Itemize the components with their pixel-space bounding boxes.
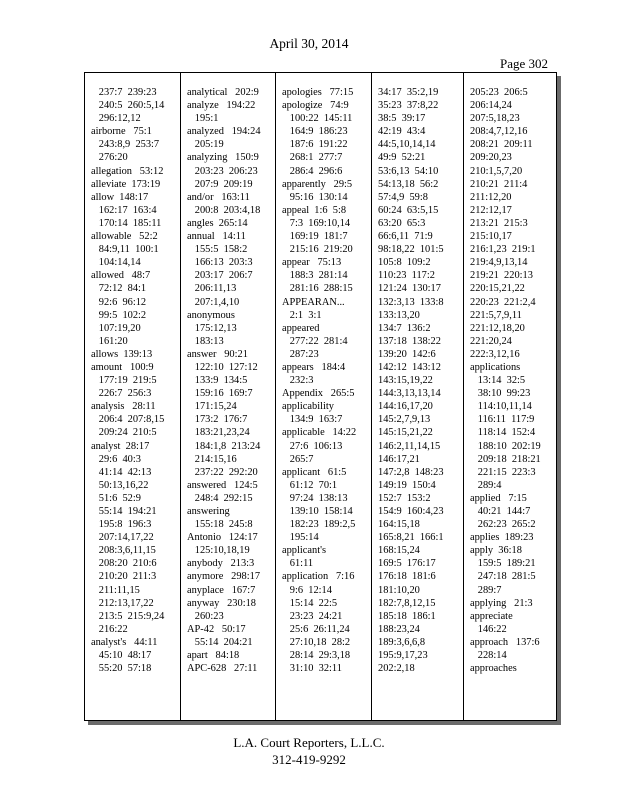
index-line: approaches bbox=[470, 663, 517, 675]
index-line: 145:2,7,9,13 bbox=[378, 414, 431, 426]
index-line: 104:14,14 bbox=[91, 257, 141, 269]
index-line: 168:15,24 bbox=[378, 545, 420, 557]
index-line: analyst 28:17 bbox=[91, 440, 150, 452]
index-line: 146:22 bbox=[470, 623, 507, 635]
index-line: 208:3,6,11,15 bbox=[91, 545, 156, 557]
index-line: 149:19 150:4 bbox=[378, 479, 436, 491]
index-line: 63:20 65:3 bbox=[378, 217, 426, 229]
index-line: 213:5 215:9,24 bbox=[91, 610, 165, 622]
index-line: 35:23 37:8,22 bbox=[378, 100, 439, 112]
index-line: analytical 202:9 bbox=[187, 87, 259, 98]
index-column-4 bbox=[371, 73, 463, 720]
index-line: 137:18 138:22 bbox=[378, 335, 441, 347]
index-line: 228:14 bbox=[470, 650, 507, 662]
index-line: 146:2,11,14,15 bbox=[378, 440, 441, 452]
index-line: 133:9 134:5 bbox=[187, 375, 248, 387]
index-line: APC-628 27:11 bbox=[187, 663, 258, 675]
index-line: 2:1 3:1 bbox=[282, 309, 322, 321]
index-line: 248:4 292:15 bbox=[187, 492, 253, 504]
index-line: analyze 194:22 bbox=[187, 100, 256, 112]
index-line: 155:5 158:2 bbox=[187, 244, 248, 256]
index-line: 195:1 bbox=[187, 113, 219, 125]
index-line: allows 139:13 bbox=[91, 348, 153, 360]
index-line: 170:14 185:11 bbox=[91, 217, 162, 229]
index-line: 72:12 84:1 bbox=[91, 283, 147, 295]
index-line: 133:13,20 bbox=[378, 309, 420, 321]
index-line: 207:9 209:19 bbox=[187, 178, 253, 190]
index-line: AP-42 50:17 bbox=[187, 623, 246, 635]
index-line: 95:16 130:14 bbox=[282, 191, 348, 203]
index-line: 210:1,5,7,20 bbox=[470, 165, 523, 177]
index-line: 207:14,17,22 bbox=[91, 532, 154, 544]
index-line: 107:19,20 bbox=[91, 322, 141, 334]
page-number: Page 302 bbox=[499, 56, 548, 71]
index-line: 164:9 186:23 bbox=[282, 126, 348, 138]
index-line: 184:1,8 213:24 bbox=[187, 440, 261, 452]
index-line: 100:22 145:11 bbox=[282, 113, 353, 125]
index-line: 50:13,16,22 bbox=[91, 479, 149, 491]
index-line: 240:5 260:5,14 bbox=[91, 100, 165, 112]
index-line: 49:9 52:21 bbox=[378, 152, 426, 164]
index-line: 125:10,18,19 bbox=[187, 545, 250, 557]
index-line: 31:10 32:11 bbox=[282, 663, 342, 675]
index-line: 182:7,8,12,15 bbox=[378, 597, 436, 609]
index-column-5 bbox=[463, 73, 556, 720]
index-line: 177:19 219:5 bbox=[91, 375, 157, 387]
index-line: answering bbox=[187, 506, 230, 517]
index-line: 185:18 186:1 bbox=[378, 610, 436, 622]
index-line: 237:7 239:23 bbox=[91, 87, 157, 98]
index-line: analysis 28:11 bbox=[91, 401, 156, 413]
index-line: 208:21 209:11 bbox=[470, 139, 533, 151]
footer-phone: 312-419-9292 bbox=[272, 752, 346, 767]
index-line: apply 36:18 bbox=[470, 545, 522, 557]
index-line: Appendix 265:5 bbox=[282, 388, 355, 400]
index-line: 27:10,18 28:2 bbox=[282, 636, 351, 648]
index-columns bbox=[85, 73, 556, 720]
index-line: 97:24 138:13 bbox=[282, 492, 348, 504]
index-line: 232:3 bbox=[282, 375, 314, 387]
index-line: 118:14 152:4 bbox=[470, 427, 536, 439]
index-line: 134:9 163:7 bbox=[282, 414, 343, 426]
index-line: appreciate bbox=[470, 610, 513, 622]
index-line: answered 124:5 bbox=[187, 479, 258, 491]
index-line: 189:3,6,6,8 bbox=[378, 636, 426, 648]
index-line: 183:13 bbox=[187, 335, 224, 347]
index-line: 226:7 256:3 bbox=[91, 388, 152, 400]
index-column-3 bbox=[275, 73, 371, 720]
index-line: 105:8 109:2 bbox=[378, 257, 431, 269]
index-line: 219:4,9,13,14 bbox=[470, 257, 528, 269]
index-line: 159:5 189:21 bbox=[470, 558, 536, 570]
index-line: applied 7:15 bbox=[470, 492, 527, 504]
index-line: 99:5 102:2 bbox=[91, 309, 147, 321]
index-line: 146:17,21 bbox=[378, 453, 420, 465]
index-line: anyplace 167:7 bbox=[187, 584, 256, 596]
index-line: 121:24 130:17 bbox=[378, 283, 441, 295]
index-line: angles 265:14 bbox=[187, 217, 248, 229]
index-line: allowable 52:2 bbox=[91, 231, 158, 243]
index-line: 144:3,13,13,14 bbox=[378, 388, 441, 400]
index-line: 159:16 169:7 bbox=[187, 388, 253, 400]
index-line: 41:14 42:13 bbox=[91, 466, 152, 478]
index-line: 200:8 203:4,18 bbox=[187, 204, 261, 216]
index-line: 212:13,17,22 bbox=[91, 597, 154, 609]
index-line: 9:6 12:14 bbox=[282, 584, 332, 596]
index-line: 116:11 117:9 bbox=[470, 414, 535, 426]
index-line: appeared bbox=[282, 322, 320, 334]
index-line: 287:23 bbox=[282, 348, 319, 360]
index-line: 182:23 189:2,5 bbox=[282, 519, 356, 531]
index-line: 243:8,9 253:7 bbox=[91, 139, 160, 151]
index-line: 207:5,18,23 bbox=[470, 113, 520, 125]
index-line: 188:10 202:19 bbox=[470, 440, 541, 452]
index-line: 183:21,23,24 bbox=[187, 427, 250, 439]
index-line: Antonio 124:17 bbox=[187, 532, 258, 544]
index-line: 29:6 40:3 bbox=[91, 453, 141, 465]
index-line: and/or 163:11 bbox=[187, 191, 250, 203]
index-line: 55:14 194:21 bbox=[91, 506, 157, 517]
index-line: 203:23 206:23 bbox=[187, 165, 258, 177]
index-line: 195:14 bbox=[282, 532, 319, 544]
index-line: alleviate 173:19 bbox=[91, 178, 161, 190]
index-line: 237:22 292:20 bbox=[187, 466, 258, 478]
index-line: 209:24 210:5 bbox=[91, 427, 157, 439]
index-line: 215:16 219:20 bbox=[282, 244, 353, 256]
index-line: apologize 74:9 bbox=[282, 100, 349, 112]
index-line: 222:3,12,16 bbox=[470, 348, 520, 360]
index-line: 203:17 206:7 bbox=[187, 270, 253, 282]
index-line: 134:7 136:2 bbox=[378, 322, 431, 334]
index-line: 61:12 70:1 bbox=[282, 479, 338, 491]
index-line: 55:14 204:21 bbox=[187, 636, 253, 648]
index-column-1 bbox=[85, 73, 180, 720]
index-line: applicability bbox=[282, 401, 334, 413]
index-line: 210:21 211:4 bbox=[470, 178, 528, 190]
transcript-date: April 30, 2014 bbox=[269, 36, 349, 51]
index-line: 54:13,18 56:2 bbox=[378, 178, 439, 190]
index-line: approach 137:6 bbox=[470, 636, 540, 648]
index-line: answer 90:21 bbox=[187, 348, 248, 360]
index-line: 262:23 265:2 bbox=[470, 519, 536, 531]
index-line: 7:3 169:10,14 bbox=[282, 217, 351, 229]
index-line: 27:6 106:13 bbox=[282, 440, 343, 452]
index-line: appeal 1:6 5:8 bbox=[282, 204, 347, 216]
index-line: 208:20 210:6 bbox=[91, 558, 157, 570]
index-line: 51:6 52:9 bbox=[91, 492, 141, 504]
index-line: 221:20,24 bbox=[470, 335, 512, 347]
index-line: 277:22 281:4 bbox=[282, 335, 348, 347]
index-line: 265:7 bbox=[282, 453, 314, 465]
index-line: analyzing 150:9 bbox=[187, 152, 259, 164]
index-line: 132:3,13 133:8 bbox=[378, 296, 444, 308]
index-line: anymore 298:17 bbox=[187, 571, 261, 583]
index-line: 175:12,13 bbox=[187, 322, 237, 334]
index-line: appear 75:13 bbox=[282, 257, 342, 269]
index-line: 15:14 22:5 bbox=[282, 597, 338, 609]
index-line: 205:23 206:5 bbox=[470, 87, 528, 98]
index-line: 84:9,11 100:1 bbox=[91, 244, 159, 256]
index-line: 220:23 221:2,4 bbox=[470, 296, 536, 308]
index-line: 219:21 220:13 bbox=[470, 270, 533, 282]
index-line: 211:11,15 bbox=[91, 584, 140, 596]
index-line: 144:16,17,20 bbox=[378, 401, 433, 413]
index-line: 92:6 96:12 bbox=[91, 296, 147, 308]
index-line: 206:14,24 bbox=[470, 100, 512, 112]
index-line: 110:23 117:2 bbox=[378, 270, 435, 282]
index-line: anonymous bbox=[187, 309, 235, 321]
index-line: amount 100:9 bbox=[91, 361, 154, 373]
index-line: 171:15,24 bbox=[187, 401, 237, 413]
index-line: 142:12 143:12 bbox=[378, 361, 441, 373]
index-line: 23:23 24:21 bbox=[282, 610, 343, 622]
index-line: 214:15,16 bbox=[187, 453, 237, 465]
index-line: 289:4 bbox=[470, 479, 502, 491]
index-line: 215:10,17 bbox=[470, 231, 512, 243]
index-line: 114:10,11,14 bbox=[470, 401, 532, 413]
index-line: 152:7 153:2 bbox=[378, 492, 431, 504]
index-line: 44:5,10,14,14 bbox=[378, 139, 436, 151]
index-line: 55:20 57:18 bbox=[91, 663, 152, 675]
index-line: 216:1,23 219:1 bbox=[470, 244, 536, 256]
index-line: apparently 29:5 bbox=[282, 178, 353, 190]
index-line: 216:22 bbox=[91, 623, 128, 635]
index-line: 209:20,23 bbox=[470, 152, 512, 164]
index-line: 60:24 63:5,15 bbox=[378, 204, 439, 216]
index-line: 276:20 bbox=[91, 152, 128, 164]
index-line: 34:17 35:2,19 bbox=[378, 87, 439, 98]
index-line: 45:10 48:17 bbox=[91, 650, 152, 662]
index-line: 188:3 281:14 bbox=[282, 270, 348, 282]
index-line: 166:13 203:3 bbox=[187, 257, 253, 269]
index-line: 268:1 277:7 bbox=[282, 152, 343, 164]
index-frame bbox=[84, 72, 557, 721]
index-line: 206:4 207:8,15 bbox=[91, 414, 165, 426]
index-line: 66:6,11 71:9 bbox=[378, 231, 433, 243]
index-line: 221:15 223:3 bbox=[470, 466, 536, 478]
index-line: 155:18 245:8 bbox=[187, 519, 253, 531]
index-line: 28:14 29:3,18 bbox=[282, 650, 351, 662]
index-line: applies 189:23 bbox=[470, 532, 534, 544]
index-line: 206:11,13 bbox=[187, 283, 237, 295]
index-line: 205:19 bbox=[187, 139, 224, 151]
index-line: 145:15,21,22 bbox=[378, 427, 433, 439]
index-line: 211:12,20 bbox=[470, 191, 512, 203]
index-line: allow 148:17 bbox=[91, 191, 149, 203]
index-line: applicant's bbox=[282, 545, 326, 557]
index-line: 195:8 196:3 bbox=[91, 519, 152, 531]
index-line: analyzed 194:24 bbox=[187, 126, 261, 138]
index-line: 188:23,24 bbox=[378, 623, 420, 635]
index-line: 286:4 296:6 bbox=[282, 165, 343, 177]
index-line: applications bbox=[470, 361, 521, 373]
index-line: 165:8,21 166:1 bbox=[378, 532, 444, 544]
index-line: applicable 14:22 bbox=[282, 427, 357, 439]
index-line: 139:10 158:14 bbox=[282, 506, 353, 517]
footer-company: L.A. Court Reporters, L.L.C. bbox=[233, 735, 385, 750]
index-line: 147:2,8 148:23 bbox=[378, 466, 444, 478]
index-line: airborne 75:1 bbox=[91, 126, 152, 138]
index-line: apart 84:18 bbox=[187, 650, 240, 662]
index-line: 296:12,12 bbox=[91, 113, 141, 125]
index-line: 164:15,18 bbox=[378, 519, 420, 531]
index-line: 220:15,21,22 bbox=[470, 283, 525, 295]
index-line: 13:14 32:5 bbox=[470, 375, 526, 387]
index-line: 208:4,7,12,16 bbox=[470, 126, 528, 138]
index-line: analyst's 44:11 bbox=[91, 636, 158, 648]
index-column-2 bbox=[180, 73, 275, 720]
index-line: 176:18 181:6 bbox=[378, 571, 436, 583]
index-line: 209:18 218:21 bbox=[470, 453, 541, 465]
index-line: 122:10 127:12 bbox=[187, 361, 258, 373]
index-line: 61:11 bbox=[282, 558, 314, 570]
index-line: APPEARAN... bbox=[282, 296, 345, 308]
index-line: allegation 53:12 bbox=[91, 165, 164, 177]
index-line: 40:21 144:7 bbox=[470, 506, 531, 517]
index-line: 161:20 bbox=[91, 335, 128, 347]
index-line: annual 14:11 bbox=[187, 231, 246, 243]
index-line: applying 21:3 bbox=[470, 597, 533, 609]
index-line: appears 184:4 bbox=[282, 361, 346, 373]
index-line: 187:6 191:22 bbox=[282, 139, 348, 151]
index-line: 210:20 211:3 bbox=[91, 571, 157, 583]
index-line: 139:20 142:6 bbox=[378, 348, 436, 360]
index-line: 38:10 99:23 bbox=[470, 388, 531, 400]
index-line: allowed 48:7 bbox=[91, 270, 151, 282]
index-line: anyway 230:18 bbox=[187, 597, 256, 609]
index-line: 281:16 288:15 bbox=[282, 283, 353, 295]
index-line: 154:9 160:4,23 bbox=[378, 506, 444, 517]
index-line: 25:6 26:11,24 bbox=[282, 623, 350, 635]
index-line: 38:5 39:17 bbox=[378, 113, 426, 125]
index-line: 260:23 bbox=[187, 610, 224, 622]
index-line: 212:12,17 bbox=[470, 204, 512, 216]
index-line: 173:2 176:7 bbox=[187, 414, 248, 426]
index-line: 98:18,22 101:5 bbox=[378, 244, 444, 256]
index-line: 42:19 43:4 bbox=[378, 126, 426, 138]
index-line: 221:5,7,9,11 bbox=[470, 309, 522, 321]
index-line: 169:19 181:7 bbox=[282, 231, 348, 243]
index-line: 143:15,19,22 bbox=[378, 375, 433, 387]
index-line: 221:12,18,20 bbox=[470, 322, 525, 334]
index-line: 181:10,20 bbox=[378, 584, 420, 596]
index-line: application 7:16 bbox=[282, 571, 355, 583]
index-line: apologies 77:15 bbox=[282, 87, 354, 98]
index-line: 57:4,9 59:8 bbox=[378, 191, 428, 203]
index-line: 247:18 281:5 bbox=[470, 571, 536, 583]
index-line: 195:9,17,23 bbox=[378, 650, 428, 662]
index-line: 289:7 bbox=[470, 584, 502, 596]
index-line: 162:17 163:4 bbox=[91, 204, 157, 216]
index-line: 202:2,18 bbox=[378, 663, 415, 675]
index-line: applicant 61:5 bbox=[282, 466, 347, 478]
index-line: 207:1,4,10 bbox=[187, 296, 240, 308]
index-line: 169:5 176:17 bbox=[378, 558, 436, 570]
index-line: anybody 213:3 bbox=[187, 558, 255, 570]
index-line: 213:21 215:3 bbox=[470, 217, 528, 229]
index-line: 53:6,13 54:10 bbox=[378, 165, 439, 177]
